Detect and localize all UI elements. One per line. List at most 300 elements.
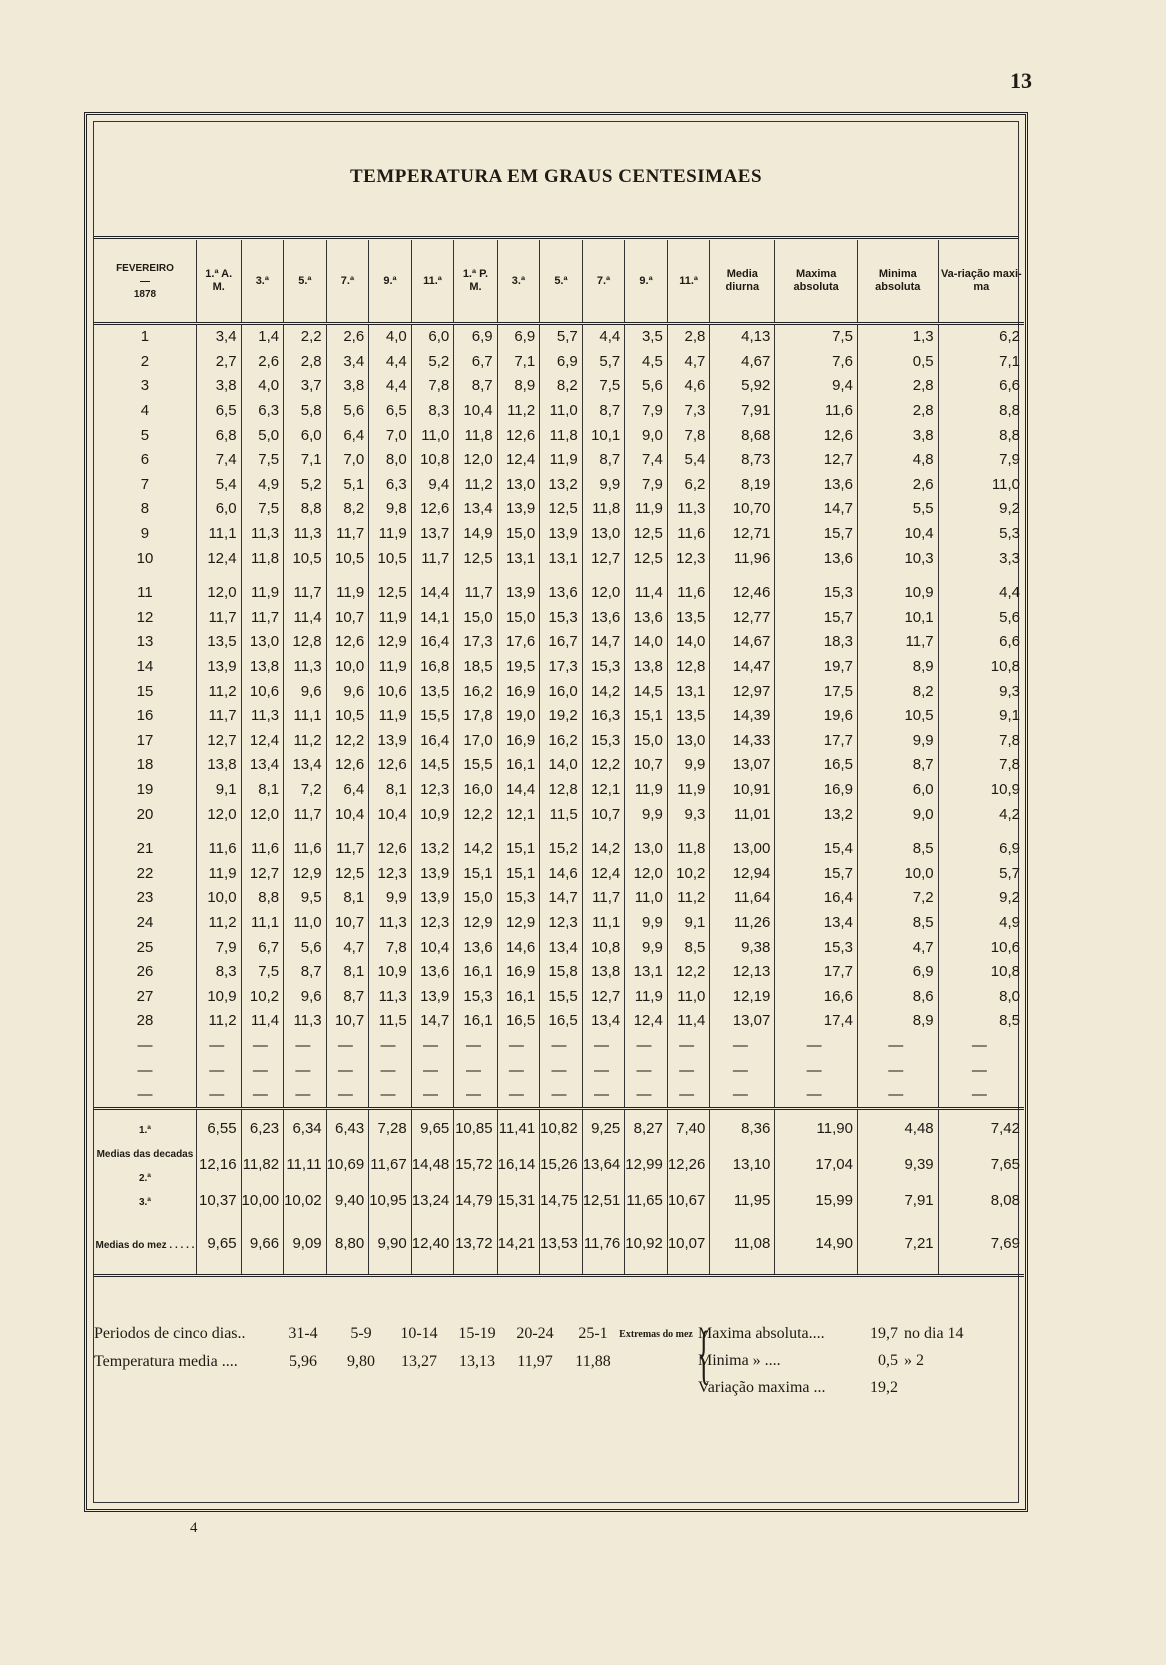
value-cell: 10,67 (667, 1189, 710, 1214)
value-cell: 10,3 (857, 546, 938, 571)
value-cell: 2,6 (857, 473, 938, 498)
value-cell: 7,28 (369, 1109, 412, 1141)
value-cell: 12,0 (241, 802, 284, 827)
value-cell: 10,1 (857, 606, 938, 631)
dash-row (94, 1058, 1024, 1083)
value-cell: 11,3 (241, 522, 284, 547)
value-cell: 6,43 (326, 1109, 369, 1141)
value-cell: 7,91 (710, 399, 775, 424)
day-cell: 8 (140, 500, 150, 518)
value-cell: 17,7 (775, 960, 858, 985)
value-cell: 11,5 (540, 802, 583, 827)
value-cell: 12,16 (196, 1141, 241, 1189)
value-cell: 3,8 (857, 423, 938, 448)
value-cell: 12,1 (497, 802, 540, 827)
value-cell: 16,0 (540, 679, 583, 704)
value-cell: 10,4 (411, 935, 454, 960)
table-row (94, 886, 1024, 911)
value-cell: 14,7 (540, 886, 583, 911)
value-cell: 14,75 (540, 1189, 583, 1214)
value-cell: 10,69 (326, 1141, 369, 1189)
value-cell: 10,91 (710, 778, 775, 803)
value-cell: 5,4 (196, 473, 241, 498)
value-cell: 11,6 (196, 827, 241, 862)
value-cell: 12,2 (454, 802, 497, 827)
value-cell: 7,40 (667, 1109, 710, 1141)
value-cell: 7,5 (241, 497, 284, 522)
value-cell: 10,9 (369, 960, 412, 985)
value-cell: 6,4 (326, 423, 369, 448)
value-cell: 14,33 (710, 729, 775, 754)
value-cell: 11,7 (582, 886, 625, 911)
value-cell: 12,13 (710, 960, 775, 985)
value-cell: 10,9 (938, 778, 1024, 803)
value-cell: 16,7 (540, 630, 583, 655)
value-cell: 14,39 (710, 704, 775, 729)
value-cell: 13,8 (582, 960, 625, 985)
dash-cell: — (454, 1083, 497, 1109)
value-cell: 10,5 (369, 546, 412, 571)
value-cell: 15,5 (411, 704, 454, 729)
value-cell: 7,5 (582, 374, 625, 399)
value-cell: 6,23 (241, 1109, 284, 1141)
value-cell: 12,6 (411, 497, 454, 522)
value-cell: 9,0 (857, 802, 938, 827)
value-cell: 11,1 (241, 911, 284, 936)
value-cell: 6,34 (284, 1109, 327, 1141)
value-cell: 12,6 (369, 753, 412, 778)
value-cell: 7,6 (775, 350, 858, 375)
value-cell: 3,3 (938, 546, 1024, 571)
value-cell: 9,39 (857, 1141, 938, 1189)
value-cell: 14,4 (497, 778, 540, 803)
value-cell: 8,27 (625, 1109, 668, 1141)
value-cell: 15,1 (497, 861, 540, 886)
day-cell: 24 (136, 913, 154, 931)
value-cell: 13,0 (667, 729, 710, 754)
value-cell: 8,0 (938, 984, 1024, 1009)
column-header: 5.ª (284, 240, 327, 324)
column-header: 1.ª P. M. (454, 240, 497, 324)
value-cell: 5,2 (411, 350, 454, 375)
value-cell: 13,9 (411, 861, 454, 886)
value-cell: 9,5 (284, 886, 327, 911)
value-cell: 9,1 (667, 911, 710, 936)
value-cell: 17,8 (454, 704, 497, 729)
value-cell: 12,5 (625, 522, 668, 547)
period-value: 5-9 (350, 1325, 372, 1342)
value-cell: 16,2 (454, 679, 497, 704)
value-cell: 0,5 (857, 350, 938, 375)
value-cell: 14,79 (454, 1189, 497, 1214)
value-cell: 15,3 (775, 571, 858, 606)
value-cell: 8,8 (938, 399, 1024, 424)
value-cell: 11,2 (196, 1009, 241, 1034)
extrema-value: 19,7 (870, 1324, 898, 1342)
value-cell: 9,9 (625, 911, 668, 936)
periods-row (94, 1320, 622, 1348)
value-cell: 10,2 (667, 861, 710, 886)
value-cell: 13,6 (454, 935, 497, 960)
dash-cell: — (137, 1086, 153, 1104)
value-cell: 6,8 (196, 423, 241, 448)
day-cell: 12 (136, 608, 154, 626)
value-cell: 10,1 (582, 423, 625, 448)
value-cell: 6,2 (667, 473, 710, 498)
day-cell: 5 (140, 426, 150, 444)
value-cell: 16,1 (454, 1009, 497, 1034)
value-cell: 14,47 (710, 655, 775, 680)
value-cell: 9,3 (938, 679, 1024, 704)
value-cell: 17,04 (775, 1141, 858, 1189)
value-cell: 2,8 (857, 399, 938, 424)
value-cell: 6,3 (241, 399, 284, 424)
value-cell: 2,8 (857, 374, 938, 399)
table-row (94, 984, 1024, 1009)
value-cell: 15,0 (497, 606, 540, 631)
value-cell: 14,21 (497, 1214, 540, 1276)
value-cell: 14,2 (582, 679, 625, 704)
value-cell: 6,0 (411, 324, 454, 350)
value-cell: 12,3 (667, 546, 710, 571)
medias-decada-row (94, 1141, 1024, 1189)
value-cell: 19,7 (775, 655, 858, 680)
value-cell: 11,08 (710, 1214, 775, 1276)
value-cell: 11,11 (284, 1141, 327, 1189)
column-header: Maxima absoluta (775, 240, 858, 324)
value-cell: 11,64 (710, 886, 775, 911)
dash-cell: — (540, 1034, 583, 1059)
value-cell: 8,8 (938, 423, 1024, 448)
value-cell: 16,4 (411, 630, 454, 655)
value-cell: 5,4 (667, 448, 710, 473)
value-cell: 8,1 (326, 960, 369, 985)
value-cell: 14,1 (411, 606, 454, 631)
value-cell: 13,6 (625, 606, 668, 631)
value-cell: 13,5 (667, 606, 710, 631)
value-cell: 13,0 (582, 522, 625, 547)
medias-label: Medias das decadas (96, 1149, 194, 1160)
value-cell: 11,2 (284, 729, 327, 754)
dash-cell: — (710, 1083, 775, 1109)
value-cell: 12,97 (710, 679, 775, 704)
value-cell: 11,6 (667, 522, 710, 547)
value-cell: 10,4 (454, 399, 497, 424)
value-cell: 11,1 (582, 911, 625, 936)
value-cell: 12,7 (775, 448, 858, 473)
day-cell: 14 (136, 658, 154, 676)
value-cell: 10,8 (938, 655, 1024, 680)
value-cell: 11,0 (411, 423, 454, 448)
column-header: 11.ª (411, 240, 454, 324)
dash-cell: — (625, 1058, 668, 1083)
value-cell: 8,8 (241, 886, 284, 911)
day-cell: 7 (140, 475, 150, 493)
value-cell: 12,9 (369, 630, 412, 655)
value-cell: 7,69 (938, 1214, 1024, 1276)
table-row (94, 802, 1024, 827)
value-cell: 11,9 (369, 522, 412, 547)
dash-cell: — (454, 1058, 497, 1083)
column-header: Minima absoluta (857, 240, 938, 324)
value-cell: 7,5 (241, 448, 284, 473)
day-cell: 4 (140, 402, 150, 420)
value-cell: 12,6 (497, 423, 540, 448)
value-cell: 11,8 (582, 497, 625, 522)
column-header: 11.ª (667, 240, 710, 324)
value-cell: 13,10 (710, 1141, 775, 1189)
dash-cell: — (625, 1083, 668, 1109)
table-row (94, 911, 1024, 936)
dash-cell: — (497, 1083, 540, 1109)
value-cell: 11,7 (857, 630, 938, 655)
dash-cell: — (326, 1034, 369, 1059)
value-cell: 4,4 (369, 374, 412, 399)
value-cell: 3,8 (326, 374, 369, 399)
title-divider (94, 236, 1018, 239)
value-cell: 19,5 (497, 655, 540, 680)
value-cell: 9,66 (241, 1214, 284, 1276)
table-inner-frame (93, 121, 1022, 1503)
value-cell: 12,40 (411, 1214, 454, 1276)
dash-cell: — (196, 1083, 241, 1109)
value-cell: 8,3 (411, 399, 454, 424)
value-cell: 7,8 (411, 374, 454, 399)
value-cell: 14,9 (454, 522, 497, 547)
value-cell: 8,1 (241, 778, 284, 803)
column-header: 3.ª (497, 240, 540, 324)
value-cell: 8,36 (710, 1109, 775, 1141)
value-cell: 5,2 (284, 473, 327, 498)
value-cell: 13,1 (497, 546, 540, 571)
value-cell: 11,6 (241, 827, 284, 862)
value-cell: 8,8 (284, 497, 327, 522)
decada-label-cell (94, 1109, 196, 1141)
value-cell: 12,3 (540, 911, 583, 936)
extremas-list (698, 1320, 994, 1401)
day-cell: 23 (136, 889, 154, 907)
value-cell: 9,0 (625, 423, 668, 448)
value-cell: 11,8 (540, 423, 583, 448)
decada-label-cell (94, 1141, 196, 1189)
value-cell: 17,4 (775, 1009, 858, 1034)
value-cell: 12,5 (454, 546, 497, 571)
value-cell: 12,9 (284, 861, 327, 886)
value-cell: 15,5 (540, 984, 583, 1009)
dash-cell: — (775, 1058, 858, 1083)
extrema-value: 0,5 (878, 1351, 898, 1369)
dash-cell: — (775, 1083, 858, 1109)
temp-media-label: Temperatura media .... (94, 1353, 238, 1370)
value-cell: 8,80 (326, 1214, 369, 1276)
value-cell: 4,5 (625, 350, 668, 375)
value-cell: 11,0 (938, 473, 1024, 498)
value-cell: 14,48 (411, 1141, 454, 1189)
dash-cell: — (284, 1058, 327, 1083)
period-value: 25-1 (578, 1325, 608, 1342)
medias-decada-row (94, 1109, 1024, 1141)
dash-cell: — (582, 1058, 625, 1083)
value-cell: 6,4 (326, 778, 369, 803)
value-cell: 15,3 (497, 886, 540, 911)
value-cell: 8,7 (326, 984, 369, 1009)
value-cell: 5,6 (284, 935, 327, 960)
value-cell: 4,9 (938, 911, 1024, 936)
value-cell: 8,3 (196, 960, 241, 985)
value-cell: 17,3 (540, 655, 583, 680)
medias-mez-row (94, 1214, 1024, 1276)
column-header: 9.ª (369, 240, 412, 324)
value-cell: 12,4 (241, 729, 284, 754)
dash-cell: — (710, 1058, 775, 1083)
value-cell: 1,3 (857, 324, 938, 350)
value-cell: 7,0 (326, 448, 369, 473)
dash-cell: — (938, 1058, 1024, 1083)
value-cell: 12,0 (196, 571, 241, 606)
value-cell: 11,7 (326, 827, 369, 862)
value-cell: 11,6 (284, 827, 327, 862)
value-cell: 12,2 (667, 960, 710, 985)
value-cell: 8,08 (938, 1189, 1024, 1214)
value-cell: 10,9 (196, 984, 241, 1009)
value-cell: 12,6 (326, 630, 369, 655)
value-cell: 10,95 (369, 1189, 412, 1214)
column-header: Media diurna (710, 240, 775, 324)
dash-cell: — (326, 1058, 369, 1083)
value-cell: 11,7 (411, 546, 454, 571)
value-cell: 6,55 (196, 1109, 241, 1141)
extrema-row (698, 1320, 994, 1347)
value-cell: 16,4 (411, 729, 454, 754)
dash-cell: — (369, 1058, 412, 1083)
value-cell: 9,3 (667, 802, 710, 827)
dash-cell: — (857, 1034, 938, 1059)
value-cell: 10,5 (284, 546, 327, 571)
decada-number: 2.ª (138, 1173, 151, 1184)
value-cell: 9,9 (369, 886, 412, 911)
value-cell: 11,3 (369, 911, 412, 936)
value-cell: 13,6 (411, 960, 454, 985)
day-cell: 28 (136, 1012, 154, 1030)
value-cell: 6,9 (540, 350, 583, 375)
value-cell: 15,1 (625, 704, 668, 729)
value-cell: 10,7 (582, 802, 625, 827)
value-cell: 12,46 (710, 571, 775, 606)
value-cell: 16,3 (582, 704, 625, 729)
value-cell: 10,2 (241, 984, 284, 1009)
value-cell: 12,9 (497, 911, 540, 936)
value-cell: 7,5 (241, 960, 284, 985)
value-cell: 13,4 (540, 935, 583, 960)
value-cell: 7,42 (938, 1109, 1024, 1141)
value-cell: 2,6 (326, 324, 369, 350)
period-value: 20-24 (516, 1325, 554, 1342)
day-cell: 6 (140, 451, 150, 469)
value-cell: 15,1 (454, 861, 497, 886)
value-cell: 4,7 (667, 350, 710, 375)
value-cell: 14,90 (775, 1214, 858, 1276)
value-cell: 19,0 (497, 704, 540, 729)
temp-value: 11,97 (517, 1353, 553, 1370)
value-cell: 11,9 (369, 704, 412, 729)
value-cell: 11,7 (196, 606, 241, 631)
extrema-day: no dia 14 (904, 1324, 964, 1342)
extremas-label: Extremas do mez (619, 1329, 693, 1340)
value-cell: 12,26 (667, 1141, 710, 1189)
value-cell: 6,3 (369, 473, 412, 498)
value-cell: 13,07 (710, 753, 775, 778)
table-row (94, 729, 1024, 754)
table-row (94, 1009, 1024, 1034)
value-cell: 10,5 (857, 704, 938, 729)
value-cell: 12,6 (775, 423, 858, 448)
value-cell: 7,91 (857, 1189, 938, 1214)
value-cell: 16,8 (411, 655, 454, 680)
value-cell: 12,0 (625, 861, 668, 886)
value-cell: 4,13 (710, 324, 775, 350)
value-cell: 5,92 (710, 374, 775, 399)
value-cell: 11,7 (454, 571, 497, 606)
value-cell: 12,2 (582, 753, 625, 778)
value-cell: 9,1 (938, 704, 1024, 729)
temperature-table (94, 240, 1024, 1277)
decada-label-cell (94, 1189, 196, 1214)
value-cell: 13,4 (454, 497, 497, 522)
value-cell: 9,40 (326, 1189, 369, 1214)
dash-cell: — (497, 1058, 540, 1083)
value-cell: 13,00 (710, 827, 775, 862)
value-cell: 12,5 (540, 497, 583, 522)
value-cell: 13,6 (775, 546, 858, 571)
value-cell: 10,8 (938, 960, 1024, 985)
decada-number: 3.ª (138, 1197, 151, 1209)
value-cell: 8,7 (857, 753, 938, 778)
value-cell: 6,7 (454, 350, 497, 375)
value-cell: 11,3 (369, 984, 412, 1009)
value-cell: 15,2 (540, 827, 583, 862)
value-cell: 12,3 (369, 861, 412, 886)
value-cell: 5,7 (938, 861, 1024, 886)
value-cell: 12,9 (454, 911, 497, 936)
value-cell: 9,9 (857, 729, 938, 754)
value-cell: 10,4 (857, 522, 938, 547)
value-cell: 13,0 (241, 630, 284, 655)
value-cell: 11,9 (625, 984, 668, 1009)
dash-cell: — (857, 1058, 938, 1083)
value-cell: 11,3 (284, 1009, 327, 1034)
value-cell: 6,5 (369, 399, 412, 424)
value-cell: 5,7 (540, 324, 583, 350)
value-cell: 5,1 (326, 473, 369, 498)
value-cell: 16,0 (454, 778, 497, 803)
value-cell: 11,1 (284, 704, 327, 729)
day-cell: 1 (140, 328, 150, 346)
value-cell: 12,3 (411, 778, 454, 803)
day-cell: 3 (140, 377, 150, 395)
value-cell: 16,9 (497, 729, 540, 754)
period-value: 15-19 (458, 1325, 496, 1342)
value-cell: 11,9 (540, 448, 583, 473)
value-cell: 13,9 (196, 655, 241, 680)
value-cell: 12,77 (710, 606, 775, 631)
value-cell: 12,7 (582, 984, 625, 1009)
value-cell: 11,0 (625, 886, 668, 911)
value-cell: 13,6 (540, 571, 583, 606)
value-cell: 12,8 (540, 778, 583, 803)
value-cell: 10,7 (326, 1009, 369, 1034)
value-cell: 11,4 (241, 1009, 284, 1034)
day-cell: 13 (136, 633, 154, 651)
